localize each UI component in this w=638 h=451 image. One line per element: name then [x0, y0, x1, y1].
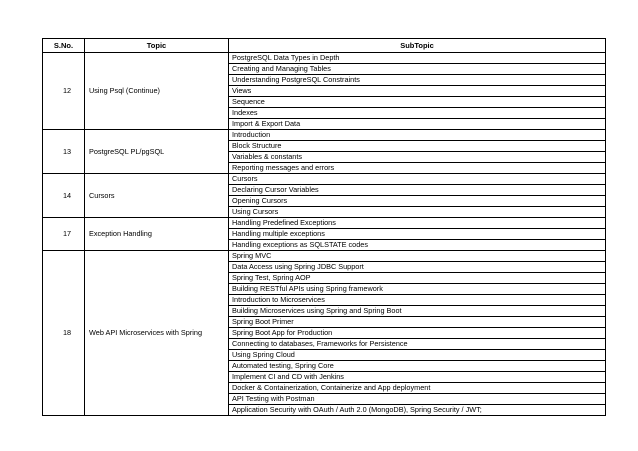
header-sno: S.No. [43, 39, 85, 53]
subtopic-cell: Handling multiple exceptions [229, 229, 606, 240]
topic-cell: Exception Handling [85, 218, 229, 251]
header-topic: Topic [85, 39, 229, 53]
subtopic-cell: Connecting to databases, Frameworks for Persistence [229, 339, 606, 350]
subtopic-cell: Automated testing, Spring Core [229, 361, 606, 372]
subtopic-cell: Building Microservices using Spring and Spring Boot [229, 306, 606, 317]
subtopic-cell: Cursors [229, 174, 606, 185]
header-subtopic: SubTopic [229, 39, 606, 53]
subtopic-cell: Handling exceptions as SQLSTATE codes [229, 240, 606, 251]
subtopic-cell: Sequence [229, 97, 606, 108]
table-row [43, 130, 606, 141]
subtopic-cell: Data Access using Spring JDBC Support [229, 262, 606, 273]
serial-number-cell: 14 [43, 174, 85, 218]
subtopic-cell: Implement CI and CD with Jenkins [229, 372, 606, 383]
subtopic-cell: Spring Boot App for Production [229, 328, 606, 339]
subtopic-cell: Spring Boot Primer [229, 317, 606, 328]
subtopic-cell: Import & Export Data [229, 119, 606, 130]
subtopic-cell: PostgreSQL Data Types in Depth [229, 53, 606, 64]
topic-cell: Cursors [85, 174, 229, 218]
header-row [43, 39, 606, 53]
subtopic-cell: Block Structure [229, 141, 606, 152]
subtopic-cell: Building RESTful APIs using Spring framework [229, 284, 606, 295]
subtopic-cell: Opening Cursors [229, 196, 606, 207]
table-row [43, 218, 606, 229]
topic-cell: Web API Microservices with Spring [85, 251, 229, 416]
serial-number-cell: 17 [43, 218, 85, 251]
subtopic-cell: Understanding PostgreSQL Constraints [229, 75, 606, 86]
subtopic-cell: Creating and Managing Tables [229, 64, 606, 75]
subtopic-cell: Spring Test, Spring AOP [229, 273, 606, 284]
subtopic-cell: Using Spring Cloud [229, 350, 606, 361]
table-body [43, 53, 606, 416]
serial-number-cell: 18 [43, 251, 85, 416]
topic-cell: Using Psql (Continue) [85, 53, 229, 130]
subtopic-cell: Spring MVC [229, 251, 606, 262]
subtopic-cell: Views [229, 86, 606, 97]
subtopic-cell: Docker & Containerization, Containerize and App deployment [229, 383, 606, 394]
table-row [43, 53, 606, 64]
serial-number-cell: 12 [43, 53, 85, 130]
serial-number-cell: 13 [43, 130, 85, 174]
subtopic-cell: Variables & constants [229, 152, 606, 163]
subtopic-cell: API Testing with Postman [229, 394, 606, 405]
subtopic-cell: Introduction [229, 130, 606, 141]
curriculum-table [42, 38, 606, 416]
table-row [43, 174, 606, 185]
subtopic-cell: Application Security with OAuth / Auth 2.0 (MongoDB), Spring Security / JWT; [229, 405, 606, 416]
subtopic-cell: Handling Predefined Exceptions [229, 218, 606, 229]
subtopic-cell: Indexes [229, 108, 606, 119]
topic-cell: PostgreSQL PL/pgSQL [85, 130, 229, 174]
subtopic-cell: Introduction to Microservices [229, 295, 606, 306]
subtopic-cell: Declaring Cursor Variables [229, 185, 606, 196]
table-row [43, 251, 606, 262]
subtopic-cell: Using Cursors [229, 207, 606, 218]
subtopic-cell: Reporting messages and errors [229, 163, 606, 174]
